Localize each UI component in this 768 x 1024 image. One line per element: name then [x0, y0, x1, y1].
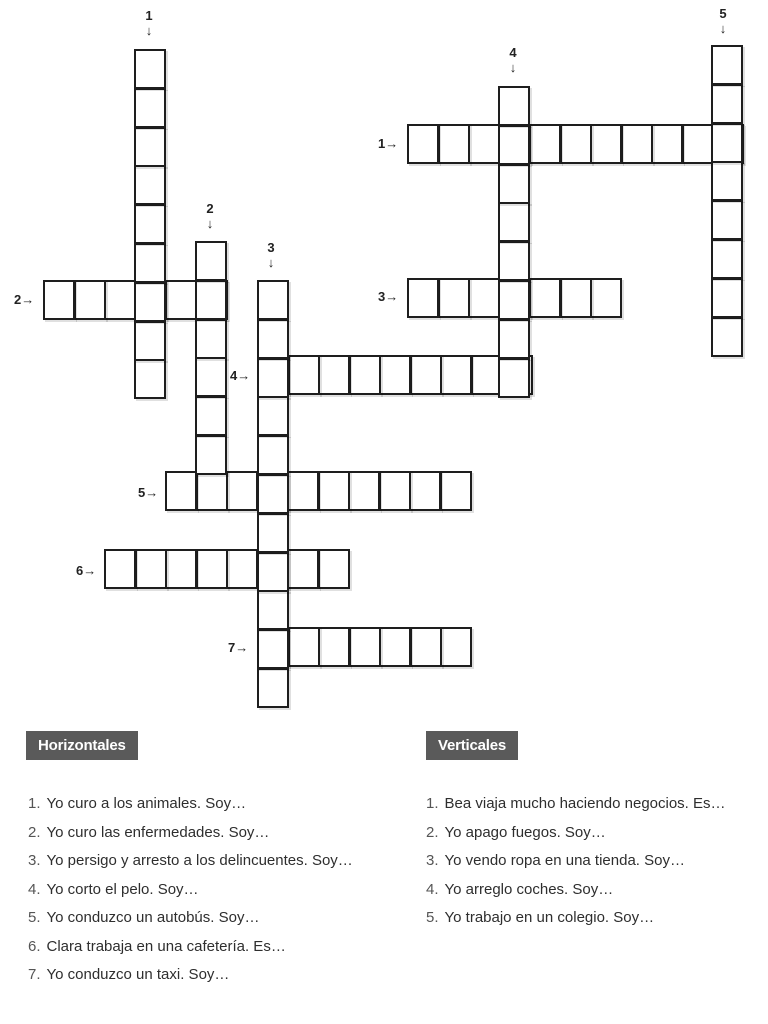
crossword-cell[interactable] — [440, 355, 472, 395]
crossword-cell[interactable] — [134, 165, 166, 205]
across-clue-number-1: 1→ — [378, 136, 399, 151]
crossword-cell[interactable] — [257, 668, 289, 708]
horizontal-clue-7: 7. Yo conduzco un taxi. Soy… — [28, 966, 230, 983]
crossword-cell[interactable] — [287, 471, 319, 511]
crossword-cell[interactable] — [134, 359, 166, 399]
crossword-cell[interactable] — [134, 127, 166, 167]
crossword-cell[interactable] — [711, 45, 743, 85]
down-clue-number-5: 5 ↓ — [719, 6, 727, 36]
crossword-cell[interactable] — [407, 278, 439, 318]
across-clue-number-4: 4→ — [230, 368, 251, 383]
crossword-cell[interactable] — [440, 471, 472, 511]
crossword-cell[interactable] — [498, 280, 530, 320]
crossword-cell[interactable] — [498, 358, 530, 398]
crossword-cell[interactable] — [165, 280, 197, 320]
crossword-cell[interactable] — [43, 280, 75, 320]
crossword-cell[interactable] — [134, 321, 166, 361]
crossword-cell[interactable] — [498, 241, 530, 281]
horizontal-clue-6: 6. Clara trabaja en una cafetería. Es… — [28, 937, 286, 955]
crossword-cell[interactable] — [318, 549, 350, 589]
crossword-cell[interactable] — [196, 471, 228, 511]
horizontal-clue-3: 3. Yo persigo y arresto a los delincuentes. Soy… — [28, 852, 353, 869]
crossword-cell[interactable] — [498, 202, 530, 242]
crossword-cell[interactable] — [440, 627, 472, 667]
crossword-cell[interactable] — [711, 278, 743, 318]
vertical-clue-3: 3. Yo vendo ropa en una tienda. Soy… — [426, 852, 685, 869]
horizontal-clue-5: 5. Yo conduzco un autobús. Soy… — [28, 909, 260, 926]
across-clue-number-6: 6→ — [76, 563, 97, 578]
crossword-cell[interactable] — [379, 471, 411, 511]
across-clue-number-3: 3→ — [378, 289, 399, 304]
crossword-cell[interactable] — [318, 355, 350, 395]
crossword-cell[interactable] — [348, 471, 380, 511]
crossword-cell[interactable] — [257, 513, 289, 553]
horizontales-clue-list — [28, 790, 353, 990]
crossword-cell[interactable] — [711, 239, 743, 279]
crossword-cell[interactable] — [257, 552, 289, 592]
crossword-cell[interactable] — [498, 86, 530, 126]
across-clue-number-7: 7→ — [228, 640, 249, 655]
crossword-cell[interactable] — [409, 471, 441, 511]
crossword-cell[interactable] — [257, 590, 289, 630]
crossword-cell[interactable] — [195, 357, 227, 397]
crossword-cell[interactable] — [590, 278, 622, 318]
horizontal-clue-1: 1. Yo curo a los animales. Soy… — [28, 795, 247, 812]
crossword-cell[interactable] — [257, 396, 289, 436]
crossword-cell[interactable] — [134, 243, 166, 283]
crossword-cell[interactable] — [257, 319, 289, 359]
across-clue-number-2: 2→ — [14, 292, 35, 307]
crossword-cell[interactable] — [498, 125, 530, 165]
crossword-cell[interactable] — [468, 124, 500, 164]
vertical-clue-4: 4. Yo arreglo coches. Soy… — [426, 880, 614, 898]
crossword-cell[interactable] — [165, 471, 197, 511]
vertical-clue-2: 2. Yo apago fuegos. Soy… — [426, 823, 606, 841]
crossword-cell[interactable] — [257, 358, 289, 398]
vertical-clue-1: 1. Bea viaja mucho haciendo negocios. Es… — [426, 795, 726, 812]
verticales-heading: Verticales — [426, 731, 518, 760]
vertical-clue-5: 5. Yo trabajo en un colegio. Soy… — [426, 909, 655, 926]
down-clue-number-3: 3 ↓ — [267, 240, 275, 270]
crossword-cell[interactable] — [438, 278, 470, 318]
crossword-cell[interactable] — [379, 355, 411, 395]
crossword-cell[interactable] — [196, 549, 228, 589]
crossword-cell[interactable] — [226, 471, 258, 511]
horizontal-clue-4: 4. Yo corto el pelo. Soy… — [28, 880, 199, 898]
crossword-cell[interactable] — [104, 280, 136, 320]
down-clue-number-1: 1 ↓ — [145, 8, 153, 38]
crossword-cell[interactable] — [165, 549, 197, 589]
crossword-cell[interactable] — [468, 278, 500, 318]
crossword-cell[interactable] — [195, 280, 227, 320]
crossword-cell[interactable] — [711, 123, 743, 163]
crossword-cell[interactable] — [711, 84, 743, 124]
crossword-cell[interactable] — [349, 355, 381, 395]
crossword-cell[interactable] — [621, 124, 653, 164]
crossword-cell[interactable] — [257, 629, 289, 669]
crossword-cell[interactable] — [195, 319, 227, 359]
verticales-clue-list — [426, 790, 726, 933]
crossword-cell[interactable] — [257, 474, 289, 514]
crossword-cell[interactable] — [438, 124, 470, 164]
crossword-cell[interactable] — [498, 164, 530, 204]
crossword-cell[interactable] — [560, 124, 592, 164]
crossword-cell[interactable] — [257, 280, 289, 320]
crossword-cell[interactable] — [257, 435, 289, 475]
crossword-cell[interactable] — [711, 161, 743, 201]
crossword-cell[interactable] — [529, 278, 561, 318]
across-clue-number-5: 5→ — [138, 485, 159, 500]
crossword-cell[interactable] — [651, 124, 683, 164]
crossword-cell[interactable] — [226, 549, 258, 589]
crossword-cell[interactable] — [288, 627, 320, 667]
crossword-cell[interactable] — [195, 396, 227, 436]
crossword-cell[interactable] — [135, 549, 167, 589]
crossword-cell[interactable] — [318, 471, 350, 511]
crossword-cell[interactable] — [410, 627, 442, 667]
down-clue-number-4: 4 ↓ — [509, 45, 517, 75]
crossword-cell[interactable] — [682, 124, 714, 164]
crossword-cell[interactable] — [349, 627, 381, 667]
crossword-cell[interactable] — [74, 280, 106, 320]
crossword-cell[interactable] — [134, 88, 166, 128]
crossword-cell[interactable] — [410, 355, 442, 395]
crossword-cell[interactable] — [407, 124, 439, 164]
crossword-cell[interactable] — [134, 282, 166, 322]
crossword-cell[interactable] — [590, 124, 622, 164]
crossword-cell[interactable] — [560, 278, 592, 318]
crossword-cell[interactable] — [287, 549, 319, 589]
crossword-cell[interactable] — [195, 241, 227, 281]
crossword-cell[interactable] — [711, 317, 743, 357]
horizontal-clue-2: 2. Yo curo las enfermedades. Soy… — [28, 823, 270, 841]
crossword-cell[interactable] — [134, 204, 166, 244]
horizontales-heading: Horizontales — [26, 731, 138, 760]
crossword-cell[interactable] — [288, 355, 320, 395]
crossword-cell[interactable] — [195, 435, 227, 475]
crossword-cell[interactable] — [529, 124, 561, 164]
crossword-cell[interactable] — [379, 627, 411, 667]
crossword-cell[interactable] — [711, 200, 743, 240]
down-clue-number-2: 2 ↓ — [206, 201, 214, 231]
crossword-cell[interactable] — [134, 49, 166, 89]
crossword-cell[interactable] — [104, 549, 136, 589]
crossword-cell[interactable] — [498, 319, 530, 359]
crossword-cell[interactable] — [318, 627, 350, 667]
